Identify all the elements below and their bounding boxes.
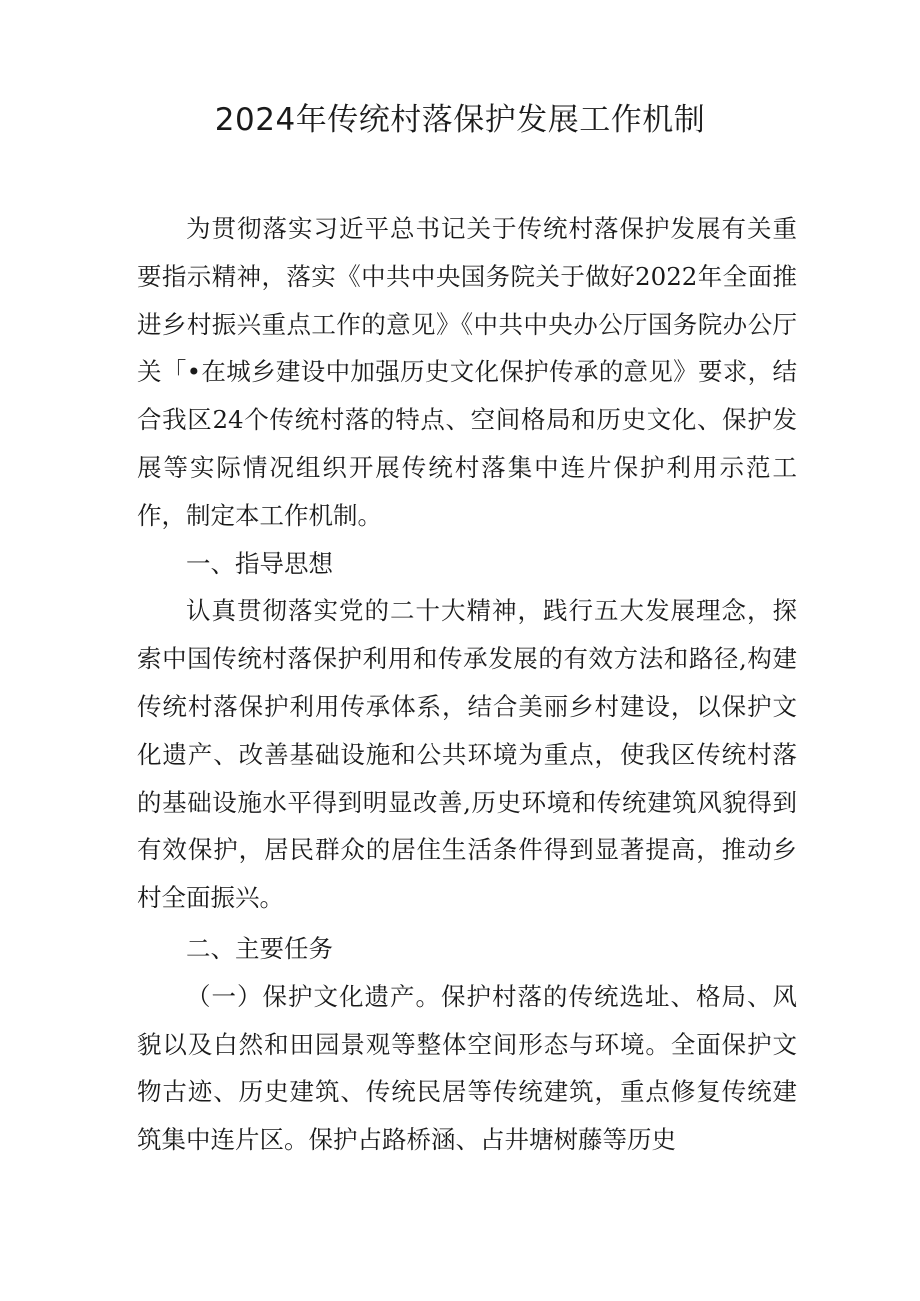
section-heading-guiding-ideology: 一、指导思想 xyxy=(186,548,333,578)
paragraph-intro: 为贯彻落实习近平总书记关于传统村落保护发展有关重要指示精神，落实《中共中央国务院关于做好2022年全面推进乡村振兴重点工作的意见》《中共中央办公厅国务院办公厅关「•在城乡建设中加强历史文化保护传承的意见》要求，结合我区24个传统村落的特点、空间格局和历史文化、保护发展等实际情况组织开展传统村落集中连片保护利用示范工作，制定本工作机制。 xyxy=(137,214,797,530)
paragraph-task-1: （一）保护文化遗产。保护村落的传统选址、格局、风貌以及白然和田园景观等整体空间形态与环境。全面保护文物古迹、历史建筑、传统民居等传统建筑，重点修复传统建筑集中连片区。保护占路桥涵、占井塘树藤等历史 xyxy=(137,981,797,1155)
document-title: 2024年传统村落保护发展工作机制 xyxy=(214,102,706,138)
section-heading-main-tasks: 二、主要任务 xyxy=(186,933,333,963)
paragraph-guiding-ideology: 认真贯彻落实党的二十大精神，践行五大发展理念，探索中国传统村落保护利用和传承发展的有效方法和路径,构建传统村落保护利用传承体系，结合美丽乡村建设，以保护文化遗产、改善基础设施和公共环境为重点，使我区传统村落的基础设施水平得到明显改善,历史环境和传统建筑风貌得到有效保护，居民群众的居住生活条件得到显著提高，推动乡村全面振兴。 xyxy=(137,596,797,913)
document-body xyxy=(137,205,797,1164)
